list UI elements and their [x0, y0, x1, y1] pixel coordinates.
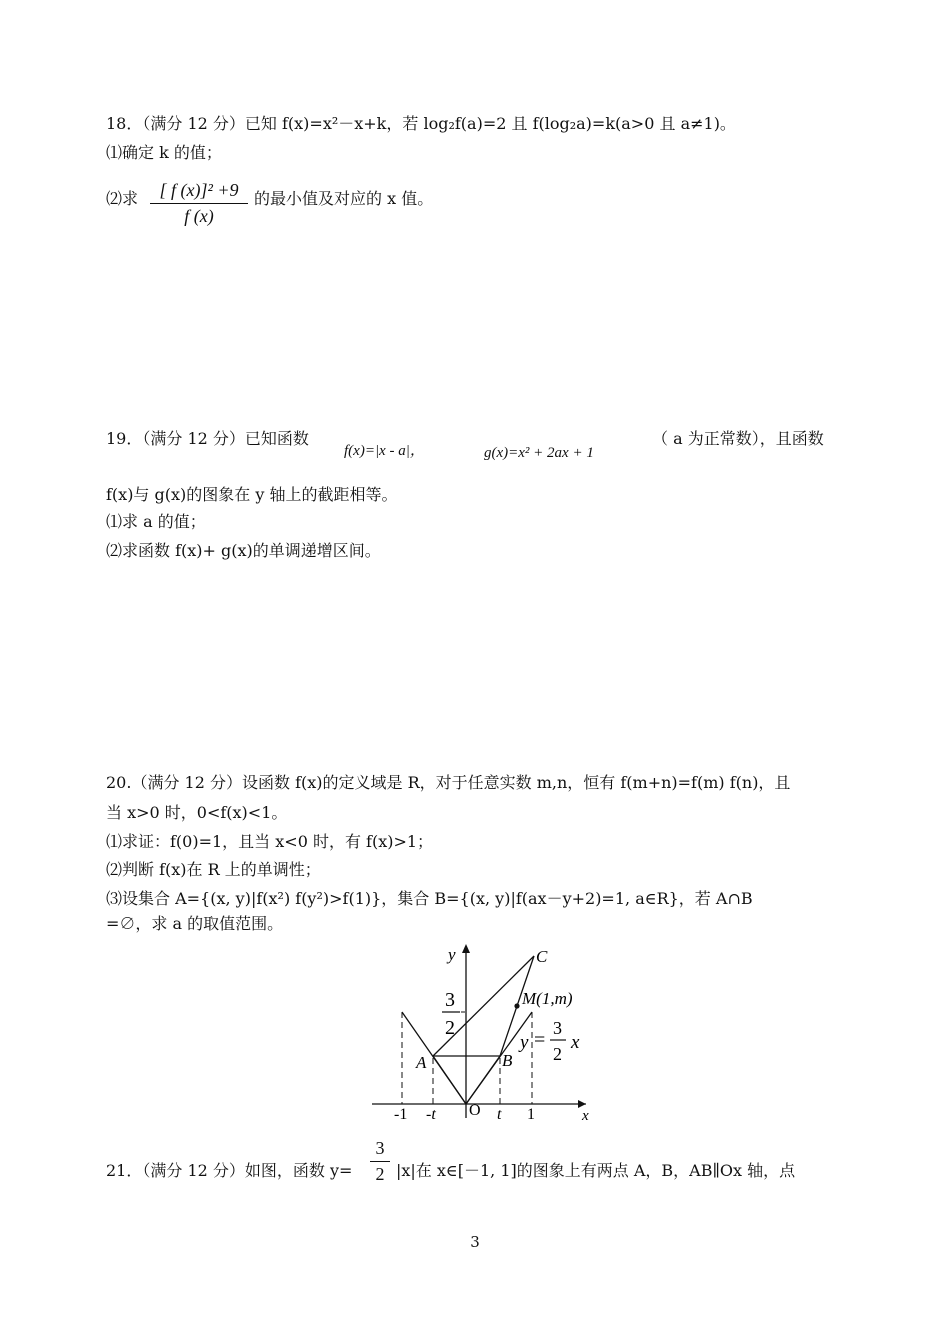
x-axis-arrow-icon	[578, 1100, 586, 1108]
point-m-dot	[514, 1003, 519, 1008]
q19-stem-suffix: （ a 为正常数），且函数	[652, 429, 824, 448]
point-b-label: B	[502, 1051, 513, 1070]
q18-fraction-denominator: f (x)	[184, 206, 214, 226]
page-number: 3	[470, 1233, 480, 1251]
q18-fraction-numerator: [ f (x)]² +9	[159, 180, 239, 200]
q20-part2: ⑵判断 f(x)在 R 上的单调性；	[106, 860, 321, 879]
equation-x-label: x	[571, 1032, 580, 1053]
q18-part2-prefix: ⑵求	[106, 189, 139, 208]
q19-part2: ⑵求函数 f(x)+ g(x)的单调递增区间。	[106, 541, 381, 560]
tick-label-neg1: -1	[394, 1106, 408, 1123]
q21-stem-prefix: 21．（满分 12 分）如图，函数 y=	[106, 1161, 353, 1180]
q20-part1: ⑴求证：f(0)=1，且当 x<0 时，有 f(x)>1；	[106, 832, 434, 851]
tick-label-1: 1	[527, 1106, 535, 1123]
q19-part1: ⑴求 a 的值；	[106, 512, 206, 531]
tick-label-neg-t: -t	[426, 1106, 436, 1123]
q20-stem-line2: 当 x>0 时，0<f(x)<1。	[106, 803, 288, 822]
q19-f-definition: f(x)=|x - a|，	[344, 443, 425, 459]
equation-y-label: y	[520, 1032, 529, 1053]
q21-fraction-bar	[370, 1161, 390, 1162]
q21-stem-suffix: |x|在 x∈[－1, 1]的图象上有两点 A，B，AB∥Ox 轴，点	[396, 1161, 796, 1180]
q20-part3: ⑶设集合 A={(x, y)|f(x²) f(y²)>f(1)}，集合 B={(x, y)|f(ax－y+2)=1, a∈R}，若 A∩B	[106, 889, 753, 908]
q19-g-definition: g(x)=x² + 2ax + 1	[484, 445, 594, 461]
q18-fraction-bar	[150, 203, 248, 204]
segment-ao	[433, 1056, 466, 1104]
q18-part2-suffix: 的最小值及对应的 x 值。	[254, 189, 434, 208]
y-axis-label: y	[448, 945, 456, 964]
origin-label: O	[469, 1102, 481, 1119]
level-fraction-numerator: 3	[445, 989, 455, 1011]
level-fraction-denominator: 2	[445, 1017, 455, 1039]
y-axis-arrow-icon	[462, 944, 470, 953]
equation-equals: =	[534, 1029, 546, 1051]
q19-stem-line2: f(x)与 g(x)的图象在 y 轴上的截距相等。	[106, 485, 398, 504]
q19-stem-prefix: 19．（满分 12 分）已知函数	[106, 429, 309, 448]
q18-part1: ⑴确定 k 的值；	[106, 143, 222, 162]
q18-fraction	[150, 180, 248, 227]
point-a-label: A	[416, 1053, 427, 1072]
tick-label-t: t	[497, 1106, 502, 1123]
q20-part3-continued: =∅，求 a 的取值范围。	[106, 914, 284, 933]
segment-bo	[466, 1056, 500, 1104]
x-axis-label: x	[582, 1108, 589, 1124]
function-graph-figure	[360, 938, 600, 1126]
q21-fraction-numerator: 3	[375, 1138, 385, 1158]
point-m-label: M(1,m)	[522, 989, 573, 1008]
equation-fraction-denominator: 2	[553, 1044, 562, 1064]
q21-fraction	[370, 1138, 390, 1185]
q21-fraction-denominator: 2	[375, 1164, 385, 1184]
q18-stem: 18．（满分 12 分）已知 f(x)=x²－x+k，若 log₂f(a)=2 且 f(log₂a)=k(a>0 且 a≠1)。	[106, 114, 736, 133]
point-c-label: C	[536, 947, 548, 966]
equation-fraction-numerator: 3	[553, 1018, 562, 1038]
q20-stem: 20.（满分 12 分）设函数 f(x)的定义域是 R，对于任意实数 m,n，恒有 f(m+n)=f(m) f(n)，且	[106, 773, 791, 792]
